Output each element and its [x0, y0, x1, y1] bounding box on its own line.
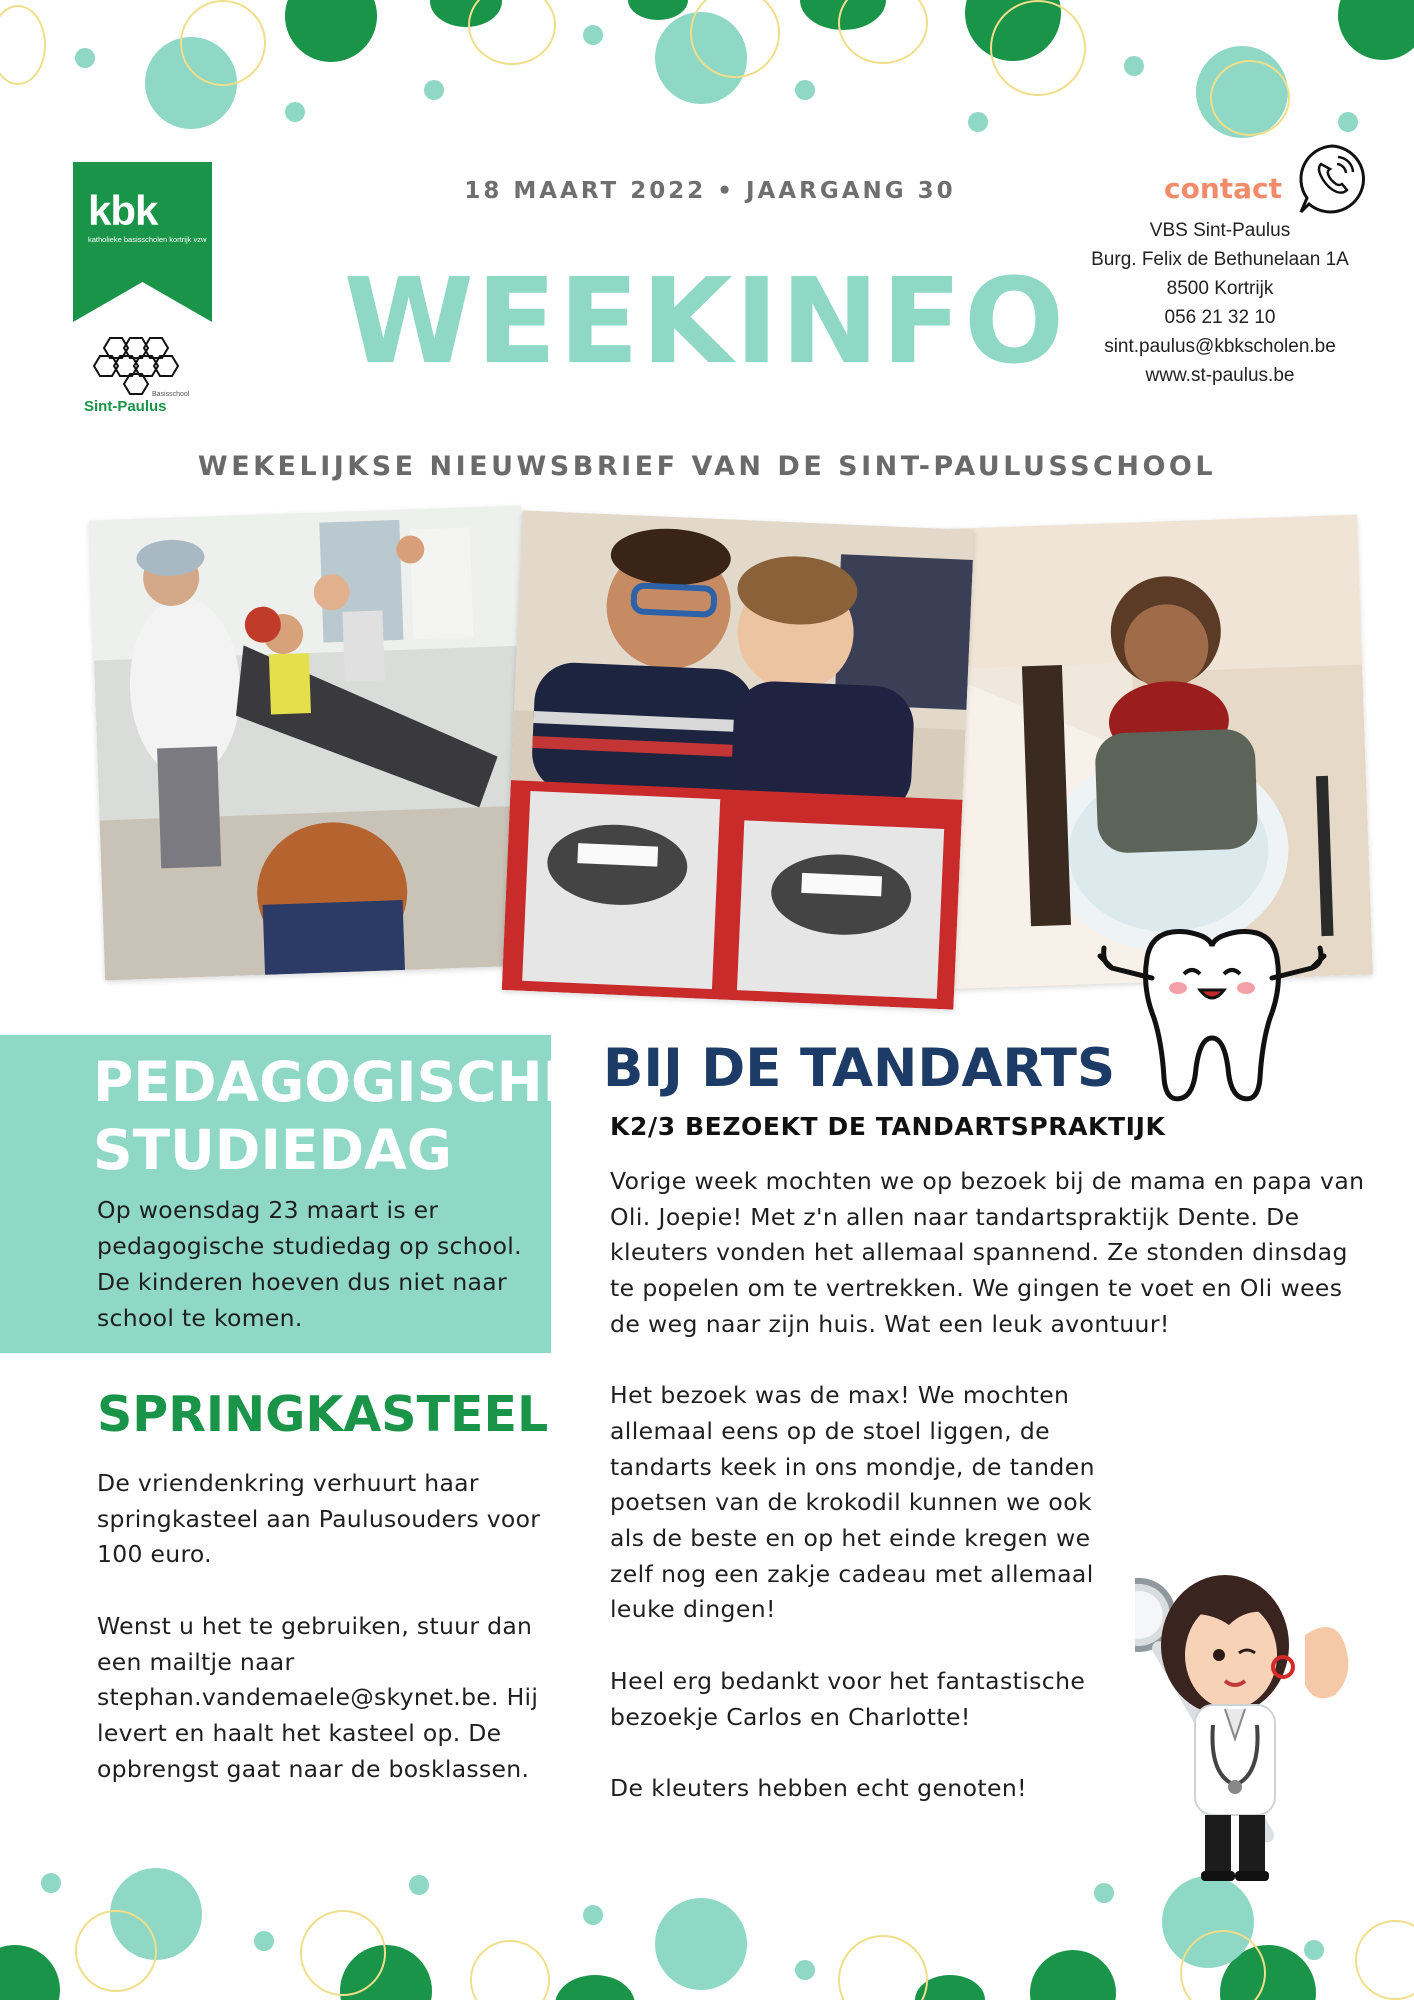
decor-ring — [75, 1910, 157, 1992]
decor-ring — [470, 1940, 550, 2000]
tandarts-title: BIJ DE TANDARTS — [603, 1038, 1116, 1099]
decor-circle — [285, 0, 377, 62]
school-tag: Basisschool — [152, 391, 190, 398]
decor-ring — [990, 0, 1086, 96]
contact-address: Burg. Felix de Bethunelaan 1A — [1091, 249, 1349, 270]
decor-dot — [254, 1931, 274, 1951]
photo-dentist-chair — [89, 506, 537, 981]
decor-dot — [583, 1905, 603, 1925]
decor-circle — [1338, 0, 1414, 60]
studiedag-title-line2: STUDIEDAG — [93, 1118, 452, 1182]
decor-circle — [1030, 1950, 1116, 2000]
decor-dot — [1338, 112, 1358, 132]
decor-dot — [795, 80, 815, 100]
springkasteel-body — [97, 1466, 557, 1823]
springkasteel-title: SPRINGKASTEEL — [97, 1386, 549, 1443]
decor-dot — [1124, 56, 1144, 76]
tooth-mascot-icon — [1092, 918, 1332, 1108]
dentist-illustration-icon — [1135, 1505, 1385, 1885]
phone-icon — [1295, 142, 1369, 216]
page-subtitle: WEKELIJKSE NIEUWSBRIEF VAN DE SINT-PAULUSSCHOOL — [197, 451, 1217, 482]
decor-ring — [1180, 1930, 1266, 2000]
contact-block — [1060, 216, 1380, 390]
decor-dot — [968, 112, 988, 132]
photo-two-boys — [502, 510, 975, 1009]
contact-email[interactable]: sint.paulus@kbkscholen.be — [1104, 336, 1336, 357]
contact-website[interactable]: www.st-paulus.be — [1145, 365, 1295, 386]
tandarts-paragraph: De kleuters hebben echt genoten! — [610, 1773, 1027, 1802]
decor-dot — [409, 1875, 429, 1895]
decor-dot — [41, 1873, 61, 1893]
contact-phone[interactable]: 056 21 32 10 — [1164, 307, 1276, 328]
tandarts-paragraph: Het bezoek was de max! We mochten allemaal eens op de stoel liggen, de tandarts keek in ons mondje, de tanden poetsen van de krokodil kunnen we ook als de beste en op het einde kregen we zelf nog een zakje cadeau met allemaal leuke dingen! — [610, 1381, 1095, 1624]
decor-ring — [0, 5, 46, 85]
contact-heading: contact — [1164, 172, 1283, 205]
decor-ring — [1210, 60, 1290, 136]
tandarts-paragraph: Heel erg bedankt voor het fantastische bezoekje Carlos en Charlotte! — [610, 1666, 1086, 1731]
springkasteel-paragraph: De vriendenkring verhuurt haar springkasteel aan Paulusouders voor 100 euro. — [97, 1469, 541, 1569]
kbk-logo-subtext: katholieke basisscholen kortrijk vzw — [88, 235, 207, 244]
decor-ring — [468, 0, 556, 65]
page-title: WEEKINFO — [343, 252, 1067, 390]
studiedag-title-line1: PEDAGOGISCHE — [93, 1050, 581, 1114]
decor-circle — [555, 1975, 635, 2000]
decor-dot — [75, 48, 95, 68]
tandarts-paragraph: Vorige week mochten we op bezoek bij de mama en papa van Oli. Joepie! Met z'n allen naar tandartspraktijk Dente. De kleuters vonden het allemaal spannend. Ze stonden dinsdag te popelen om te vertrekken. We gingen te voet en Oli wees de weg naar zijn huis. Wat een leuk avontuur! — [610, 1167, 1365, 1338]
decor-ring — [300, 1910, 386, 1996]
decor-circle — [655, 1898, 747, 1990]
school-name: Sint-Paulus — [84, 398, 167, 415]
springkasteel-paragraph: Wenst u het te gebruiken, stuur dan een mailtje naar stephan.vandemaele@skynet.be. Hij levert en haalt het kasteel op. De opbrengst gaat naar de bosklassen. — [97, 1611, 539, 1783]
decor-dot — [1094, 1883, 1114, 1903]
decor-ring — [838, 1935, 928, 2000]
decor-dot — [424, 80, 444, 100]
decor-ring — [1355, 1920, 1414, 2000]
studiedag-title — [93, 1048, 581, 1184]
studiedag-body: Op woensdag 23 maart is er pedagogische studiedag op school. De kinderen hoeven dus niet naar school te komen. — [97, 1196, 522, 1332]
issue-line: 18 MAART 2022 • JAARGANG 30 — [464, 178, 956, 204]
decor-circle — [0, 1945, 60, 2000]
decor-dot — [583, 25, 603, 45]
decor-ring — [180, 0, 266, 86]
contact-city: 8500 Kortrijk — [1166, 278, 1274, 299]
contact-school: VBS Sint-Paulus — [1149, 220, 1291, 241]
kbk-logo-text: kbk — [88, 187, 158, 234]
decor-ring — [838, 0, 928, 64]
tandarts-subtitle: K2/3 BEZOEKT DE TANDARTSPRAKTIJK — [610, 1112, 1166, 1141]
decor-dot — [285, 102, 305, 122]
decor-dot — [795, 1960, 815, 1980]
decor-dot — [1304, 1940, 1324, 1960]
